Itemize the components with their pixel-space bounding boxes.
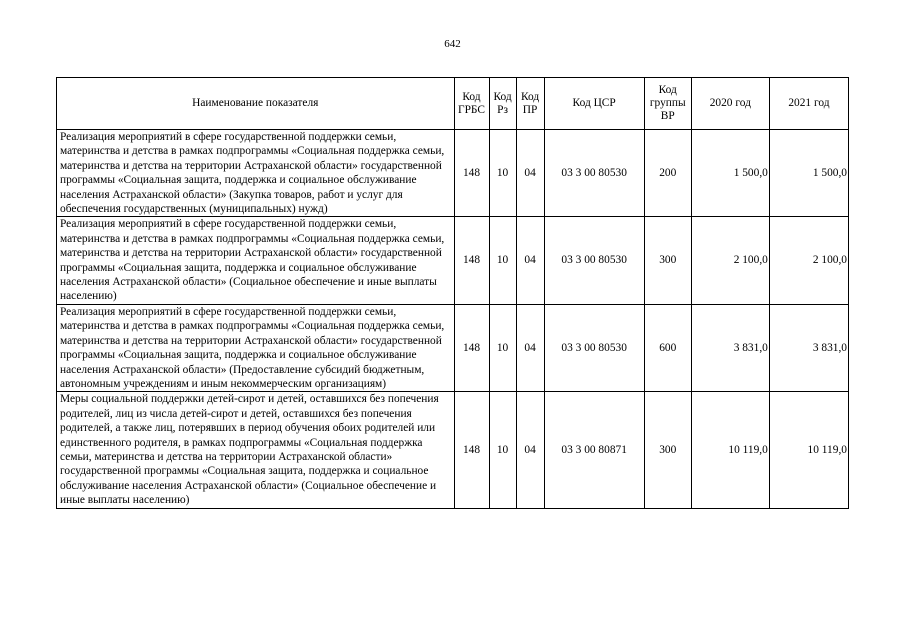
cell-vr: 300 xyxy=(644,217,691,304)
header-pr: Код ПР xyxy=(516,78,544,130)
cell-2021: 10 119,0 xyxy=(769,392,848,508)
cell-csr: 03 3 00 80871 xyxy=(544,392,644,508)
cell-2020: 1 500,0 xyxy=(691,130,769,217)
cell-csr: 03 3 00 80530 xyxy=(544,130,644,217)
cell-name: Реализация мероприятий в сфере государственной поддержки семьи, материнства и детства в рамках подпрограммы «Социальная поддержка семьи, материнства и детства на территории Астраханской области» государственной программы «Социальная защита, поддержка и социальное обслуживание населения Астраханской области» (Закупка товаров, работ и услуг для обеспечения государственных (муниципальных) нужд) xyxy=(57,130,455,217)
page-number: 642 xyxy=(444,38,461,50)
cell-rz: 10 xyxy=(489,392,516,508)
header-csr: Код ЦСР xyxy=(544,78,644,130)
table-row xyxy=(57,217,849,304)
cell-csr: 03 3 00 80530 xyxy=(544,304,644,391)
cell-name: Меры социальной поддержки детей-сирот и детей, оставшихся без попечения родителей, лиц из числа детей-сирот и детей, оставшихся без попечения родителей, а также лиц, потерявших в период обучения обоих родителей или единственного родителя, в рамках подпрограммы «Социальная поддержка семьи, материнства и детства на территории Астраханской области» государственной программы «Социальная защита, поддержка и социальное обслуживание населения Астраханской области» (Социальное обеспечение и иные выплаты населению) xyxy=(57,392,455,508)
cell-vr: 300 xyxy=(644,392,691,508)
cell-2021: 2 100,0 xyxy=(769,217,848,304)
header-row xyxy=(57,78,849,130)
header-vr: Код группы ВР xyxy=(644,78,691,130)
cell-pr: 04 xyxy=(516,304,544,391)
cell-pr: 04 xyxy=(516,217,544,304)
cell-pr: 04 xyxy=(516,130,544,217)
header-2020: 2020 год xyxy=(691,78,769,130)
cell-rz: 10 xyxy=(489,217,516,304)
cell-2020: 10 119,0 xyxy=(691,392,769,508)
cell-grbs: 148 xyxy=(454,304,489,391)
budget-table xyxy=(56,77,849,509)
header-grbs: Код ГРБС xyxy=(454,78,489,130)
cell-csr: 03 3 00 80530 xyxy=(544,217,644,304)
cell-grbs: 148 xyxy=(454,130,489,217)
cell-vr: 200 xyxy=(644,130,691,217)
header-rz: Код Рз xyxy=(489,78,516,130)
cell-name: Реализация мероприятий в сфере государственной поддержки семьи, материнства и детства в рамках подпрограммы «Социальная поддержка семьи, материнства и детства на территории Астраханской области» государственной программы «Социальная защита, поддержка и социальное обслуживание населения Астраханской области» (Предоставление субсидий бюджетным, автономным учреждениям и иным некоммерческим организациям) xyxy=(57,304,455,391)
cell-name: Реализация мероприятий в сфере государственной поддержки семьи, материнства и детства в рамках подпрограммы «Социальная поддержка семьи, материнства и детства на территории Астраханской области» государственной программы «Социальная защита, поддержка и социальное обслуживание населения Астраханской области» (Социальное обеспечение и иные выплаты населению) xyxy=(57,217,455,304)
cell-pr: 04 xyxy=(516,392,544,508)
cell-grbs: 148 xyxy=(454,392,489,508)
cell-2020: 3 831,0 xyxy=(691,304,769,391)
header-2021: 2021 год xyxy=(769,78,848,130)
cell-vr: 600 xyxy=(644,304,691,391)
header-name: Наименование показателя xyxy=(57,78,455,130)
table-row xyxy=(57,392,849,508)
cell-rz: 10 xyxy=(489,130,516,217)
table-row xyxy=(57,130,849,217)
cell-2021: 1 500,0 xyxy=(769,130,848,217)
table-row xyxy=(57,304,849,391)
cell-2020: 2 100,0 xyxy=(691,217,769,304)
cell-grbs: 148 xyxy=(454,217,489,304)
cell-2021: 3 831,0 xyxy=(769,304,848,391)
cell-rz: 10 xyxy=(489,304,516,391)
